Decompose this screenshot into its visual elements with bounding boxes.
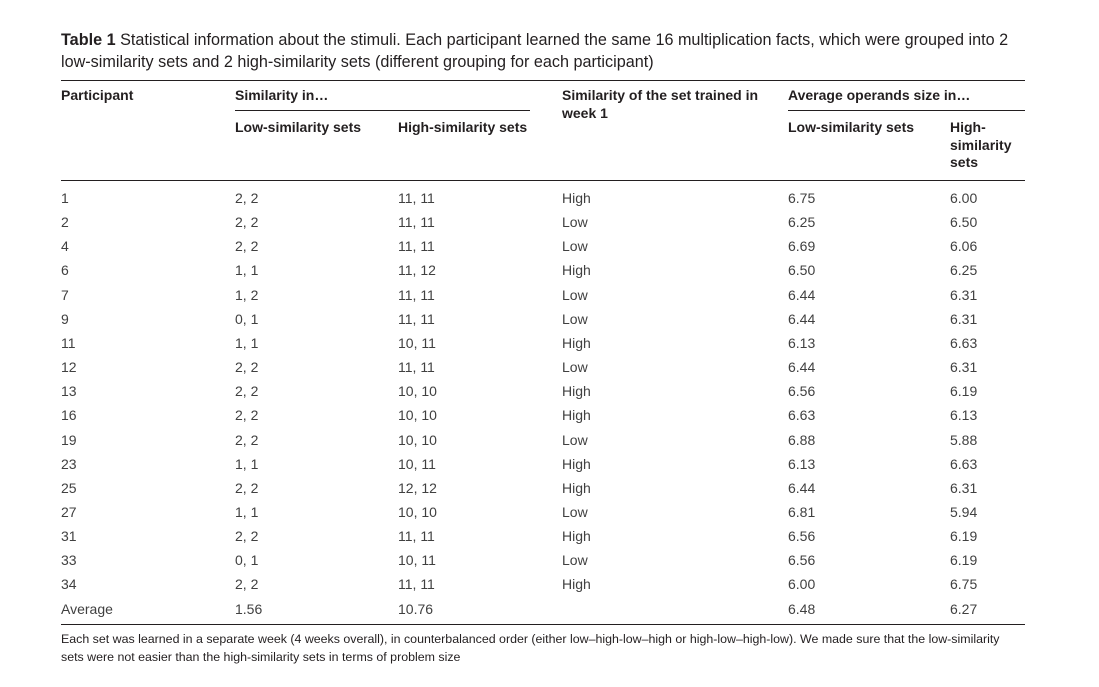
avg-low-cell: 6.00 — [788, 576, 816, 593]
low-similarity-cell: 2, 2 — [235, 238, 259, 255]
week1-similarity-cell: High — [562, 576, 591, 593]
week1-similarity-cell: Low — [562, 310, 588, 327]
low-similarity-cell: 0, 1 — [235, 552, 259, 569]
high-similarity-cell: 10, 11 — [398, 334, 436, 351]
high-similarity-cell: 11, 12 — [398, 262, 436, 279]
avg-low-cell: 6.13 — [788, 334, 816, 351]
similarity-in-rule — [235, 110, 530, 111]
participant-cell: 11 — [61, 334, 76, 351]
week1-similarity-cell: High — [562, 262, 591, 279]
low-similarity-cell: 2, 2 — [235, 407, 259, 424]
avg-high-cell: 5.94 — [950, 503, 978, 520]
participant-cell: 2 — [61, 214, 69, 231]
week1-similarity-cell: Low — [562, 238, 588, 255]
high-similarity-cell: 10, 11 — [398, 552, 436, 569]
avg-high-cell: 6.00 — [950, 190, 978, 206]
avg-low-cell: 6.44 — [788, 359, 816, 376]
participant-cell: 9 — [61, 310, 69, 327]
week1-similarity-cell: Low — [562, 552, 588, 569]
high-similarity-cell: 10, 10 — [398, 383, 437, 400]
week1-similarity-cell: Low — [562, 286, 588, 303]
high-similarity-cell: 11, 11 — [398, 359, 435, 376]
low-similarity-cell: 2, 2 — [235, 431, 259, 448]
participant-cell: Average — [61, 600, 113, 617]
avg-high-cell: 6.31 — [950, 310, 978, 327]
high-similarity-cell: 10.76 — [398, 600, 434, 617]
avg-low-cell: 6.25 — [788, 214, 816, 231]
low-similarity-cell: 2, 2 — [235, 576, 259, 593]
avg-low-cell: 6.56 — [788, 552, 816, 569]
participant-cell: 34 — [61, 576, 77, 593]
participant-cell: 13 — [61, 383, 77, 400]
avg-high-cell: 6.19 — [950, 552, 978, 569]
participant-cell: 33 — [61, 552, 77, 569]
header-low-similarity-sets: Low-similarity sets — [235, 119, 362, 135]
high-similarity-cell: 11, 11 — [398, 576, 435, 593]
week1-similarity-cell: Low — [562, 214, 588, 231]
high-similarity-cell: 10, 11 — [398, 455, 436, 472]
high-similarity-cell: 11, 11 — [398, 238, 435, 255]
participant-cell: 6 — [61, 262, 69, 279]
avg-high-cell: 6.31 — [950, 359, 978, 376]
avg-low-cell: 6.88 — [788, 431, 816, 448]
table-caption — [61, 30, 1036, 73]
header-similarity-in: Similarity in… — [235, 87, 329, 103]
avg-high-cell: 6.50 — [950, 214, 978, 231]
week1-similarity-cell: High — [562, 407, 591, 424]
caption-text: Statistical information about the stimuli. Each participant learned the same 16 multiplication facts, which were grouped into 2 low-similarity sets and 2 high-similarity sets (different grouping for each participant) — [61, 31, 1009, 71]
week1-similarity-cell: High — [562, 190, 591, 206]
low-similarity-cell: 2, 2 — [235, 190, 259, 206]
low-similarity-cell: 2, 2 — [235, 359, 259, 376]
table-footnote: Each set was learned in a separate week (4 weeks overall), in counterbalanced order (either low–high-low–high or high-low–high-low). We made sure that the low-similarity sets were not easier than the high-similarity sets in terms of problem size — [61, 632, 1000, 664]
week1-similarity-cell: High — [562, 528, 591, 545]
avg-low-cell: 6.44 — [788, 286, 816, 303]
avg-high-cell: 6.75 — [950, 576, 978, 593]
avg-low-cell: 6.63 — [788, 407, 816, 424]
participant-cell: 19 — [61, 431, 77, 448]
low-similarity-cell: 2, 2 — [235, 479, 259, 496]
avg-high-cell: 6.19 — [950, 528, 978, 545]
participant-cell: 16 — [61, 407, 77, 424]
week1-similarity-cell: Low — [562, 503, 588, 520]
high-similarity-cell: 10, 10 — [398, 407, 437, 424]
week1-similarity-cell: High — [562, 455, 591, 472]
participant-cell: 23 — [61, 455, 77, 472]
high-similarity-cell: 10, 10 — [398, 503, 437, 520]
header-participant: Participant — [61, 87, 134, 103]
high-similarity-cell: 11, 11 — [398, 190, 435, 206]
header-week1-similarity: Similarity of the set trained in week 1 — [562, 87, 759, 121]
low-similarity-cell: 0, 1 — [235, 310, 259, 327]
header-avg-low: Low-similarity sets — [788, 119, 915, 135]
participant-cell: 31 — [61, 528, 77, 545]
avg-low-cell: 6.75 — [788, 190, 816, 206]
avg-high-cell: 6.31 — [950, 479, 978, 496]
week1-similarity-cell: High — [562, 334, 591, 351]
participant-cell: 7 — [61, 286, 69, 303]
participant-cell: 12 — [61, 359, 77, 376]
low-similarity-cell: 1, 1 — [235, 455, 259, 472]
avg-low-cell: 6.44 — [788, 479, 816, 496]
week1-similarity-cell: Low — [562, 359, 588, 376]
low-similarity-cell: 1, 1 — [235, 262, 259, 279]
avg-high-cell: 6.13 — [950, 407, 978, 424]
low-similarity-cell: 1, 1 — [235, 334, 259, 351]
avg-high-cell: 6.06 — [950, 238, 978, 255]
avg-low-cell: 6.56 — [788, 528, 816, 545]
header-average-operands: Average operands size in… — [788, 87, 971, 103]
header-avg-high: High-similarity sets — [950, 119, 1012, 170]
avg-high-cell: 6.19 — [950, 383, 978, 400]
week1-similarity-cell: High — [562, 479, 591, 496]
high-similarity-cell: 11, 11 — [398, 214, 435, 231]
high-similarity-cell: 12, 12 — [398, 479, 437, 496]
high-similarity-cell: 10, 10 — [398, 431, 437, 448]
avg-low-cell: 6.56 — [788, 383, 816, 400]
low-similarity-cell: 2, 2 — [235, 528, 259, 545]
avg-low-cell: 6.48 — [788, 600, 816, 617]
header-bottom-rule — [61, 180, 1025, 181]
week1-similarity-cell: High — [562, 383, 591, 400]
avg-low-cell: 6.81 — [788, 503, 816, 520]
low-similarity-cell: 1.56 — [235, 600, 263, 617]
header-high-similarity-sets: High-similarity sets — [398, 119, 528, 135]
avg-low-cell: 6.50 — [788, 262, 816, 279]
avg-high-cell: 5.88 — [950, 431, 978, 448]
high-similarity-cell: 11, 11 — [398, 310, 435, 327]
avg-high-cell: 6.63 — [950, 334, 978, 351]
avg-low-cell: 6.13 — [788, 455, 816, 472]
low-similarity-cell: 1, 1 — [235, 503, 259, 520]
high-similarity-cell: 11, 11 — [398, 286, 435, 303]
low-similarity-cell: 1, 2 — [235, 286, 259, 303]
bottom-rule — [61, 624, 1025, 625]
avg-high-cell: 6.31 — [950, 286, 978, 303]
avg-high-cell: 6.27 — [950, 600, 978, 617]
participant-cell: 25 — [61, 479, 77, 496]
table-label: Table 1 — [61, 31, 116, 49]
participant-cell: 1 — [61, 190, 69, 206]
top-rule — [61, 80, 1025, 81]
avg-low-cell: 6.69 — [788, 238, 816, 255]
week1-similarity-cell: Low — [562, 431, 588, 448]
average-operands-rule — [788, 110, 1025, 111]
participant-cell: 27 — [61, 503, 77, 520]
low-similarity-cell: 2, 2 — [235, 214, 259, 231]
avg-low-cell: 6.44 — [788, 310, 816, 327]
high-similarity-cell: 11, 11 — [398, 528, 435, 545]
avg-high-cell: 6.63 — [950, 455, 978, 472]
participant-cell: 4 — [61, 238, 69, 255]
avg-high-cell: 6.25 — [950, 262, 978, 279]
low-similarity-cell: 2, 2 — [235, 383, 259, 400]
